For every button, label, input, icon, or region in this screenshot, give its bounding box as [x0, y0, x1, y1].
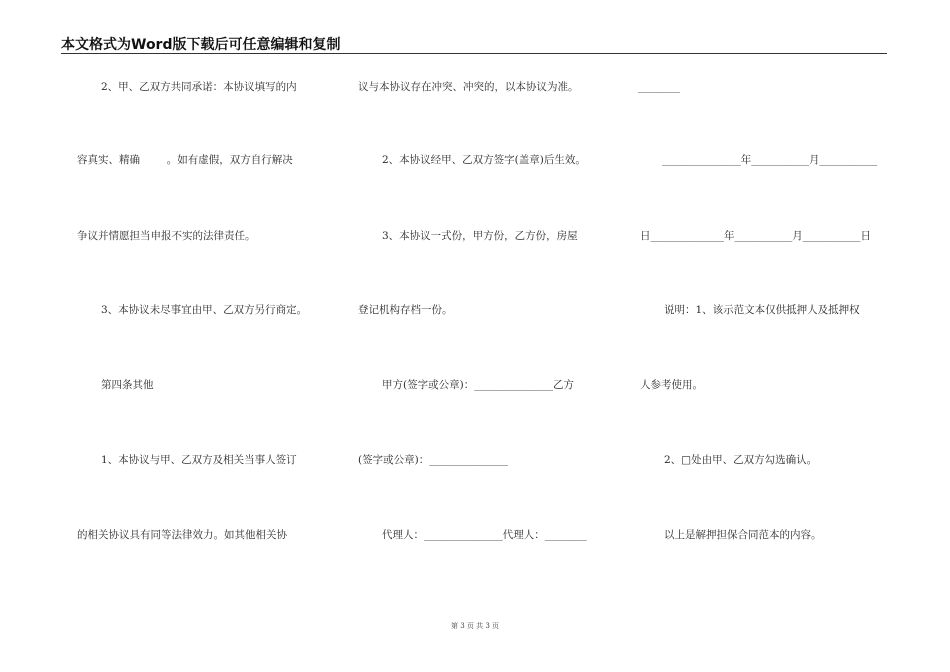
middle-line-4: 登记机构存档一份。 [358, 304, 453, 316]
middle-line-2: 2、本协议经甲、乙双方签字(盖章)后生效。 [382, 154, 586, 166]
middle-line-5: 甲方(签字或公章)：_______________乙方 [382, 379, 574, 391]
right-line-4: 说明：1、该示范文本仅供抵押人及抵押权 [664, 304, 860, 316]
header-divider [61, 53, 887, 54]
left-line-4: 3、本协议未尽事宜由甲、乙双方另行商定。 [101, 304, 308, 316]
left-line-3: 争议并情愿担当申报不实的法律责任。 [77, 230, 256, 242]
page-number-footer: 第 3 页 共 3 页 [450, 622, 500, 630]
left-line-5: 第四条其他 [101, 379, 154, 391]
left-line-6: 1、本协议与甲、乙双方及相关当事人签订 [101, 454, 297, 466]
right-line-3: 日______________年___________月___________日 [640, 230, 871, 242]
right-line-6: 2、□处由甲、乙双方勾选确认。 [664, 454, 818, 466]
right-line-7: 以上是解押担保合同范本的内容。 [664, 529, 822, 541]
middle-line-7: 代理人：_______________代理人：________ [382, 529, 587, 541]
right-line-5: 人参考使用。 [640, 379, 703, 391]
left-line-2: 容真实、精确 。如有虚假，双方自行解决 [77, 154, 293, 166]
middle-line-1: 议与本协议存在冲突、冲突的，以本协议为准。 [358, 81, 579, 93]
page-header-title: 本文格式为Word版下载后可任意编辑和复制 [61, 37, 341, 53]
middle-line-3: 3、本协议一式份，甲方份，乙方份，房屋 [382, 230, 578, 242]
left-line-1: 2、甲、乙双方共同承诺：本协议填写的内 [101, 81, 297, 93]
middle-line-6: (签字或公章)：_______________ [358, 454, 508, 466]
right-line-1: ________ [638, 81, 680, 93]
right-line-2: _______________年___________月___________ [662, 154, 878, 166]
left-line-7: 的相关协议具有同等法律效力。如其他相关协 [77, 529, 287, 541]
